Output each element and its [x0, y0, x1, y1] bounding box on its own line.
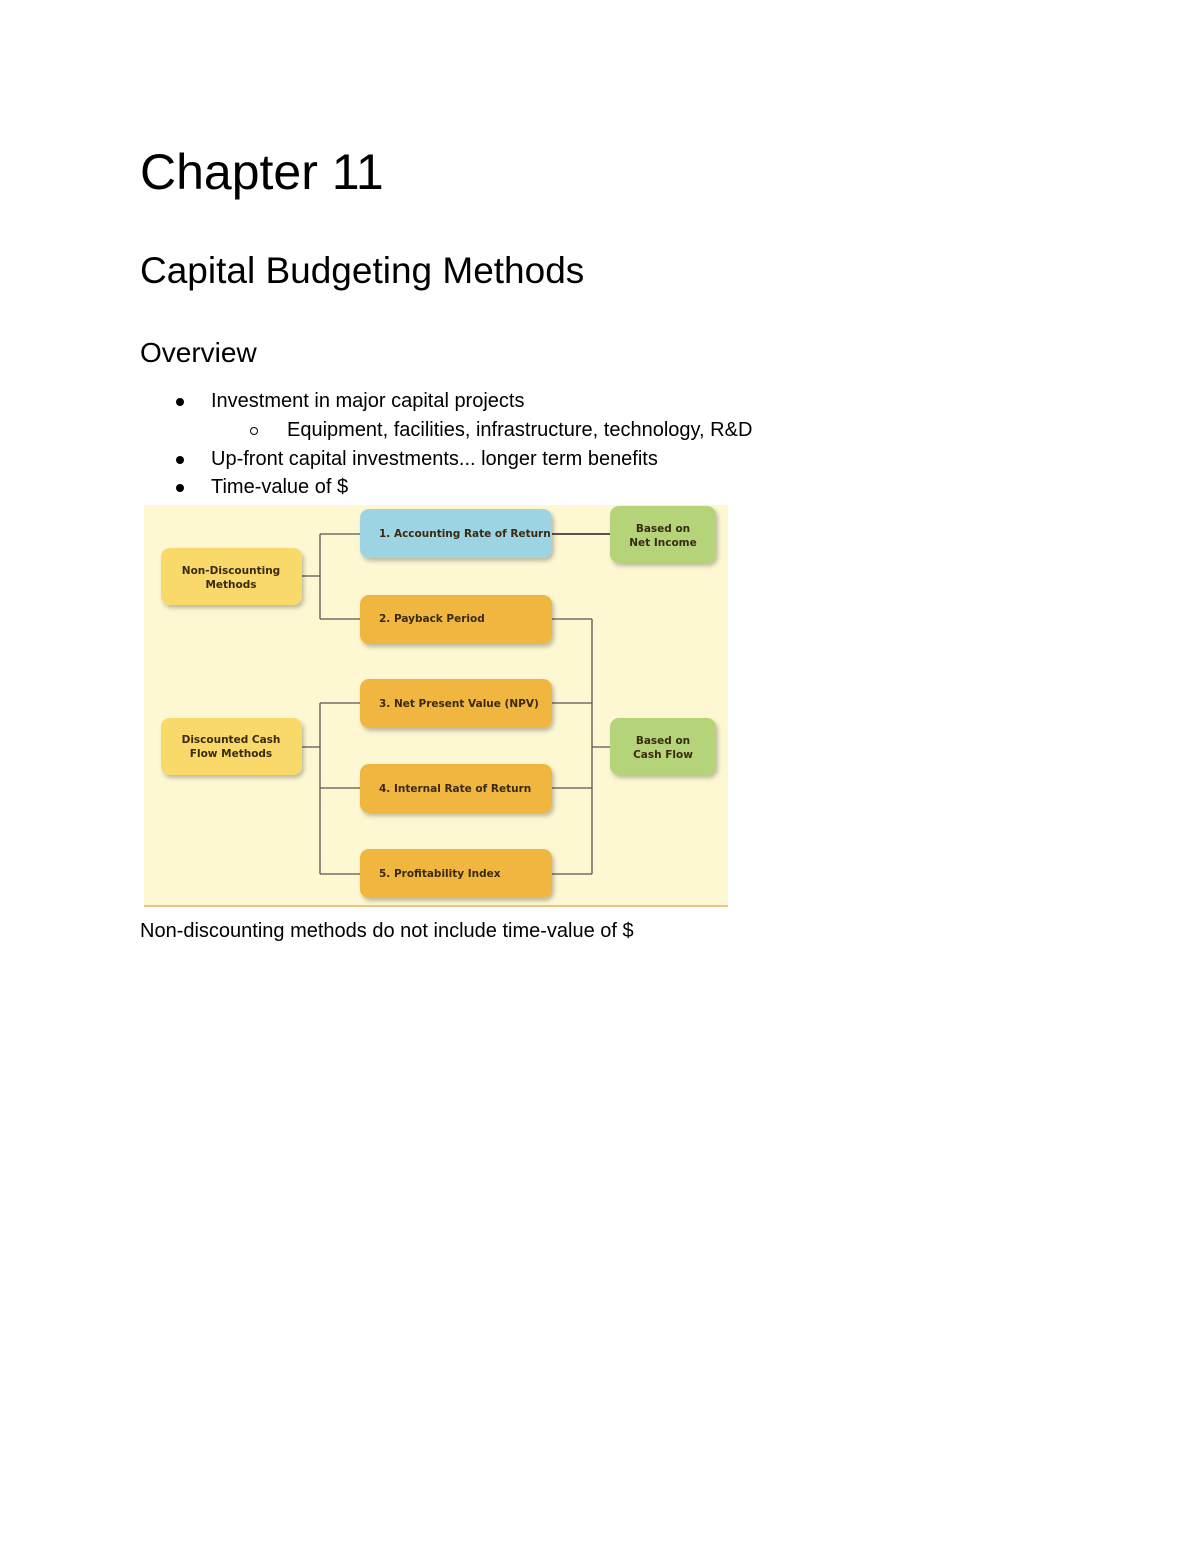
diagram-caption: Non-discounting methods do not include time-value of $	[140, 920, 634, 942]
basis-cash-flow-label-line1: Based on	[635, 735, 691, 747]
bullet-circle-icon	[250, 427, 258, 435]
group-discounted	[161, 718, 302, 775]
chapter-title: Chapter 11	[140, 144, 384, 200]
bullet-dot-icon	[176, 398, 184, 406]
capital-budgeting-diagram	[144, 505, 728, 908]
bullet-dot-icon	[176, 484, 184, 492]
diagram-bottom-rule	[144, 905, 728, 907]
group-discounted-box	[161, 718, 302, 775]
bullet-text: Investment in major capital projects	[211, 390, 525, 412]
group-discounted-label-line2: Flow Methods	[189, 748, 273, 760]
method-1-label: 1. Accounting Rate of Return	[379, 528, 551, 540]
method-5-label: 5. Profitability Index	[379, 868, 501, 880]
basis-cash-flow-label-line2: Cash Flow	[633, 749, 693, 761]
method-3-label: 3. Net Present Value (NPV)	[379, 698, 539, 710]
group-non-discounting-label-line2: Methods	[205, 579, 257, 591]
method-4-label: 4. Internal Rate of Return	[379, 783, 532, 795]
section-title: Capital Budgeting Methods	[140, 250, 585, 291]
method-2-label: 2. Payback Period	[379, 613, 485, 625]
basis-net-income-label-line2: Net Income	[629, 537, 697, 549]
bullet-text: Up-front capital investments... longer term benefits	[211, 448, 658, 470]
sub-bullet-text: Equipment, facilities, infrastructure, technology, R&D	[287, 419, 753, 441]
group-discounted-label-line1: Discounted Cash	[181, 734, 281, 746]
diagram-svg	[144, 505, 728, 908]
bullet-text: Time-value of $	[211, 476, 349, 498]
bullet-dot-icon	[176, 456, 184, 464]
group-non-discounting-label-line1: Non-Discounting	[181, 565, 281, 577]
subsection-title: Overview	[140, 337, 257, 368]
basis-net-income-label-line1: Based on	[635, 523, 691, 535]
